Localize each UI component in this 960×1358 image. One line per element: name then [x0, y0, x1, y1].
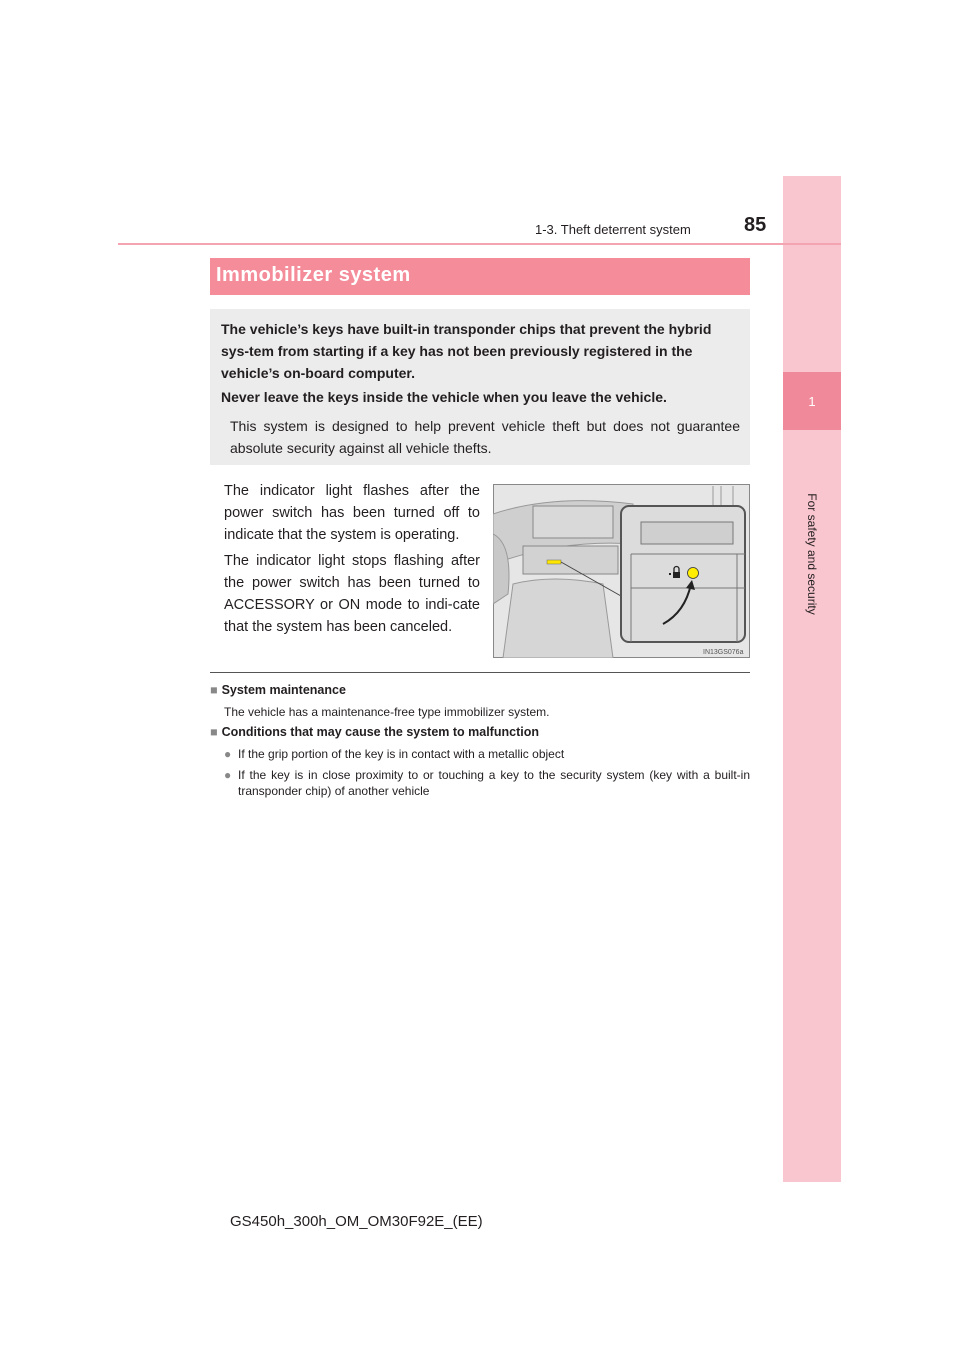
dashboard-drawing [493, 484, 750, 658]
note-heading-malfunction [210, 725, 539, 739]
document-footer: GS450h_300h_OM_OM30F92E_(EE) [230, 1213, 483, 1230]
list-item [224, 767, 750, 799]
intro-paragraph-1: The vehicle’s keys have built-in transponder chips that prevent the hybrid sys-tem from starting if a key has not been previously registered in the vehicle’s on-board computer. [221, 321, 712, 381]
section-heading: Immobilizer system [216, 264, 411, 286]
section-heading-bar [210, 258, 750, 295]
list-item [224, 746, 750, 762]
intro-box [210, 309, 750, 465]
list-item-text: If the key is in close proximity to or touching a key to the security system (key with a built-in transponder chip) of another vehicle [238, 768, 750, 798]
note-heading-maintenance [210, 683, 346, 697]
intro-paragraph-2: Never leave the keys inside the vehicle when you leave the vehicle. [221, 389, 667, 405]
circle-bullet-icon: ● [224, 747, 232, 761]
chapter-number: 1 [783, 372, 841, 430]
dashboard-illustration [493, 484, 750, 658]
square-bullet-icon: ■ [210, 683, 218, 697]
chapter-side-tab [783, 176, 841, 1182]
intro-paragraph-3: This system is designed to help prevent vehicle theft but does not guarantee absolute security against all vehicle thefts. [230, 418, 740, 456]
note-text-maintenance: The vehicle has a maintenance-free type immobilizer system. [224, 705, 550, 719]
chapter-title: For safety and security [805, 493, 819, 615]
illustration-code: IN13GS076a [703, 649, 744, 656]
list-item-text: If the grip portion of the key is in contact with a metallic object [238, 747, 565, 761]
notes-divider [210, 672, 750, 673]
body-paragraph-2: The indicator light stops flashing after the power switch has been turned to ACCESSORY or ON mode to indi-cate that the system has been canceled. [224, 553, 480, 635]
indicator-light-icon [688, 568, 699, 579]
header-rule [118, 243, 841, 245]
circle-bullet-icon: ● [224, 768, 232, 782]
body-paragraph-1: The indicator light flashes after the power switch has been turned off to indicate that the system is operating. [224, 483, 480, 543]
section-title: 1-3. Theft deterrent system [535, 222, 691, 237]
note-heading-text: System maintenance [221, 683, 346, 697]
page-number: 85 [744, 214, 767, 236]
note-heading-text: Conditions that may cause the system to malfunction [221, 725, 539, 739]
square-bullet-icon: ■ [210, 725, 218, 739]
